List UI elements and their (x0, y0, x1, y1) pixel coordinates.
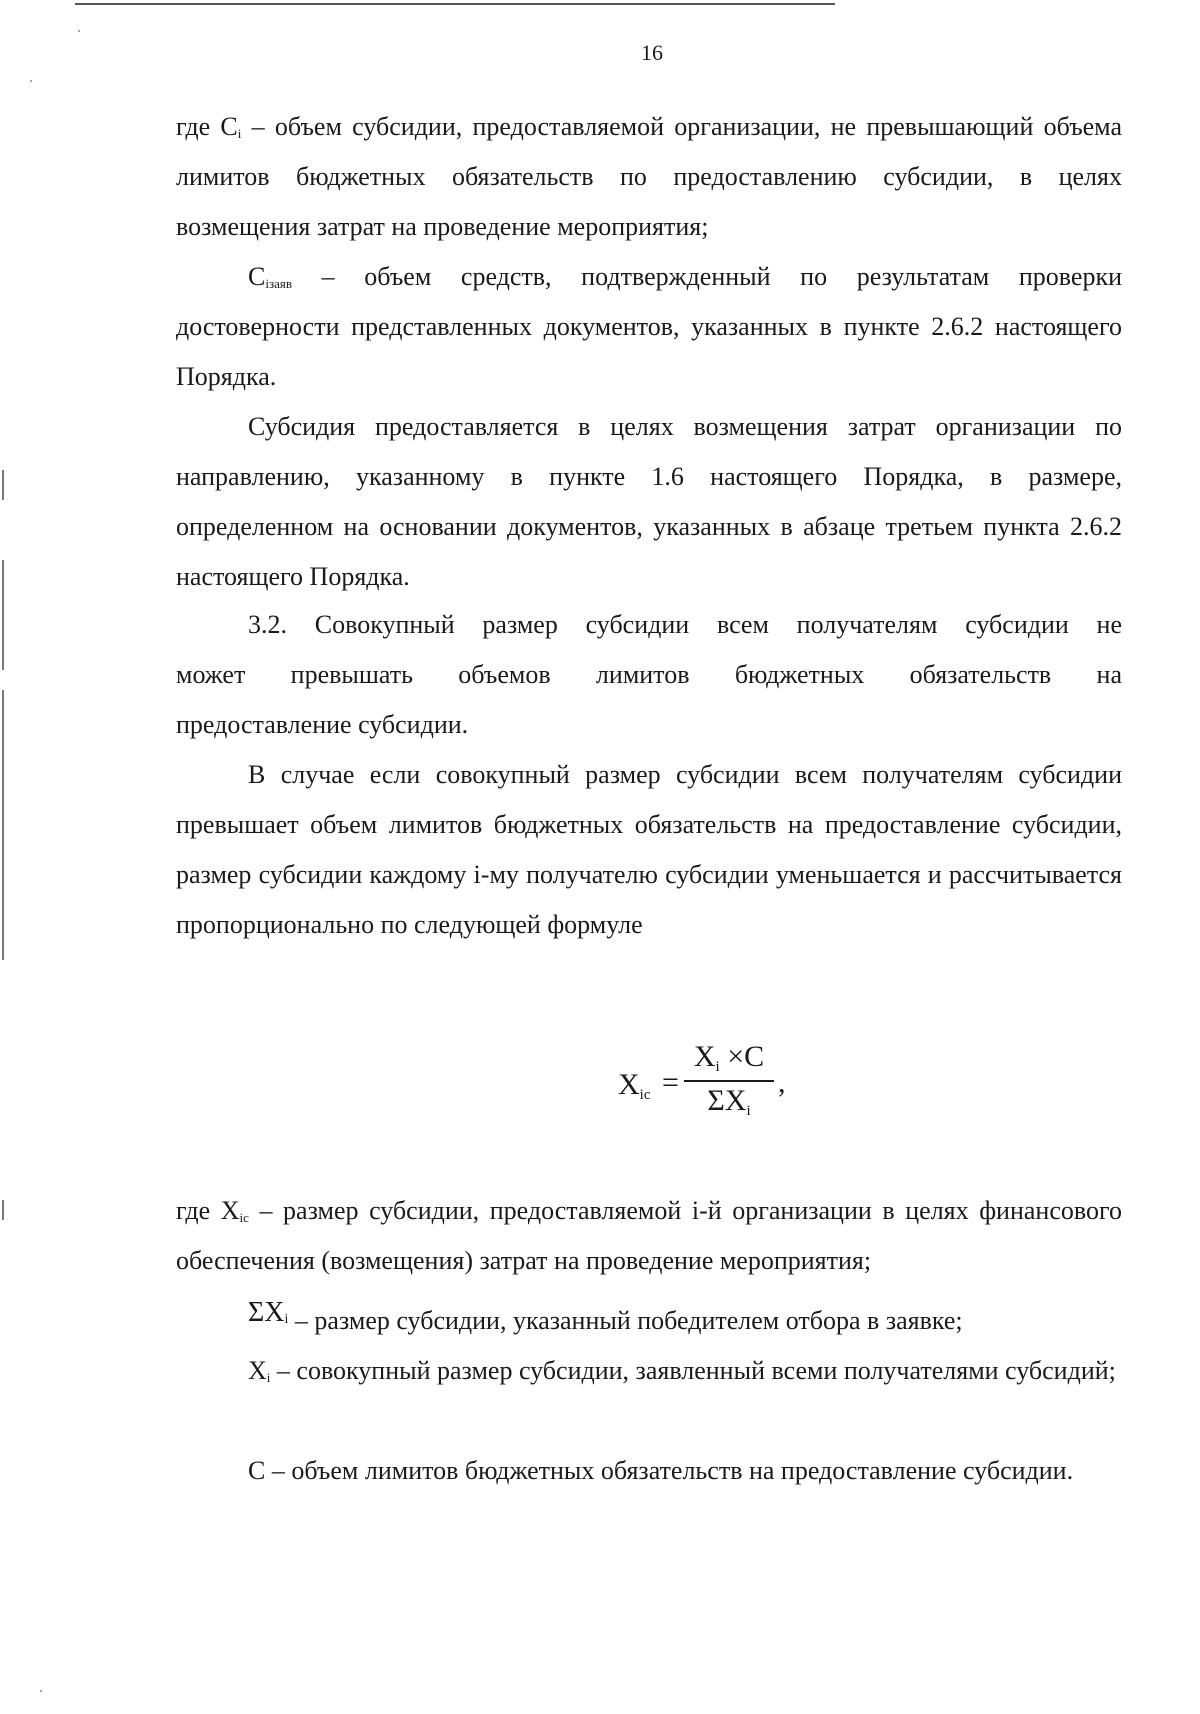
scan-artifact-left-mark (2, 1200, 4, 1220)
formula-numerator-subscript: i (715, 1059, 720, 1075)
paragraph-lead: X (248, 1356, 267, 1385)
paragraph-ci-definition (176, 102, 1122, 252)
formula-numerator (684, 1040, 774, 1074)
formula-lhs-symbol: X (618, 1068, 640, 1101)
paragraph-text: – объем средств, подтвержденный по результатам проверки достоверности представленных документов, указанных в пункте 2.6.2 настоящего Порядка. (176, 262, 1122, 391)
paragraph-text: – объем субсидии, предоставляемой организации, не превышающий объема лимитов бюджетных обязательств по предоставлению субсидии, в целях возмещения затрат на проведение мероприятия; (176, 112, 1123, 241)
paragraph-text: – размер субсидии, указанный победителем отбора в заявке; (288, 1306, 963, 1335)
formula-comma: , (778, 1066, 786, 1099)
formula-numerator-symbol: X (693, 1040, 716, 1073)
scan-artifact-left-mark (2, 470, 4, 500)
formula-lhs (618, 1068, 651, 1102)
paragraph-lead: где X (176, 1196, 240, 1225)
paragraph-text: – совокупный размер субсидии, заявленный всеми получателями субсидий; (270, 1356, 1116, 1385)
scan-artifact-dot (30, 80, 32, 82)
formula-denominator (684, 1084, 774, 1118)
paragraph-3-2-line-1: 3.2. Совокупный размер субсидии всем получателям субсидии не (248, 610, 1122, 639)
formula-lhs-subscript: ic (639, 1087, 651, 1103)
scan-artifact-dot (78, 30, 80, 32)
paragraph-xic-definition (176, 1186, 1122, 1286)
paragraph-cizayav-definition (176, 252, 1122, 402)
formula-denominator-symbol: ΣX (707, 1084, 747, 1117)
paragraph-proportional-reduction: В случае если совокупный размер субсидии всем получателям субсидии превышает объем лимитов бюджетных обязательств на предоставление субсидии, размер субсидии каждому i-му получателю субсидии уменьшается и рассчитывается пропорционально по следующей формуле (176, 760, 1122, 939)
paragraph-lead: C (248, 262, 266, 291)
paragraph-sum-xi-definition (248, 1296, 963, 1346)
sum-xi-symbol (248, 1297, 288, 1328)
paragraph-c-definition: C – объем лимитов бюджетных обязательств на предоставление субсидии. (248, 1456, 1074, 1485)
formula-fraction-bar (684, 1080, 774, 1082)
subscript: iзаяв (265, 276, 292, 291)
formula-equals: = (662, 1066, 679, 1099)
subscript: i (284, 1312, 289, 1327)
paragraph-xi-definition (176, 1346, 1122, 1396)
paragraph-3-2-line-3: предоставление субсидии. (176, 710, 469, 739)
subscript: i (266, 1370, 271, 1385)
scan-artifact-left-mark (2, 560, 4, 670)
paragraph-lead: где C (176, 112, 238, 141)
scan-artifact-top-line (75, 3, 835, 5)
paragraph-text: – размер субсидии, предоставляемой i-й организации в целях финансового обеспечения (возмещения) затрат на проведение мероприятия; (176, 1196, 1122, 1275)
formula-numerator-operator: ×C (719, 1040, 765, 1073)
subscript: ic (239, 1210, 249, 1225)
scan-artifact-left-mark (2, 690, 4, 960)
paragraph-subsidy-purpose: Субсидия предоставляется в целях возмещения затрат организации по направлению, указанному в пункте 1.6 настоящего Порядка, в размере, определенном на основании документов, указанных в абзаце третьем пункта 2.6.2 настоящего Порядка. (176, 412, 1122, 591)
page-number: 16 (641, 40, 663, 65)
formula-denominator-subscript: i (746, 1103, 751, 1119)
subscript: i (237, 126, 242, 141)
sum-symbol: ΣX (248, 1297, 285, 1328)
scan-artifact-dot (40, 1690, 42, 1692)
subsidy-formula (618, 1040, 798, 1120)
paragraph-3-2-line-2: может превышать объемов лимитов бюджетных обязательств на (176, 660, 1122, 689)
